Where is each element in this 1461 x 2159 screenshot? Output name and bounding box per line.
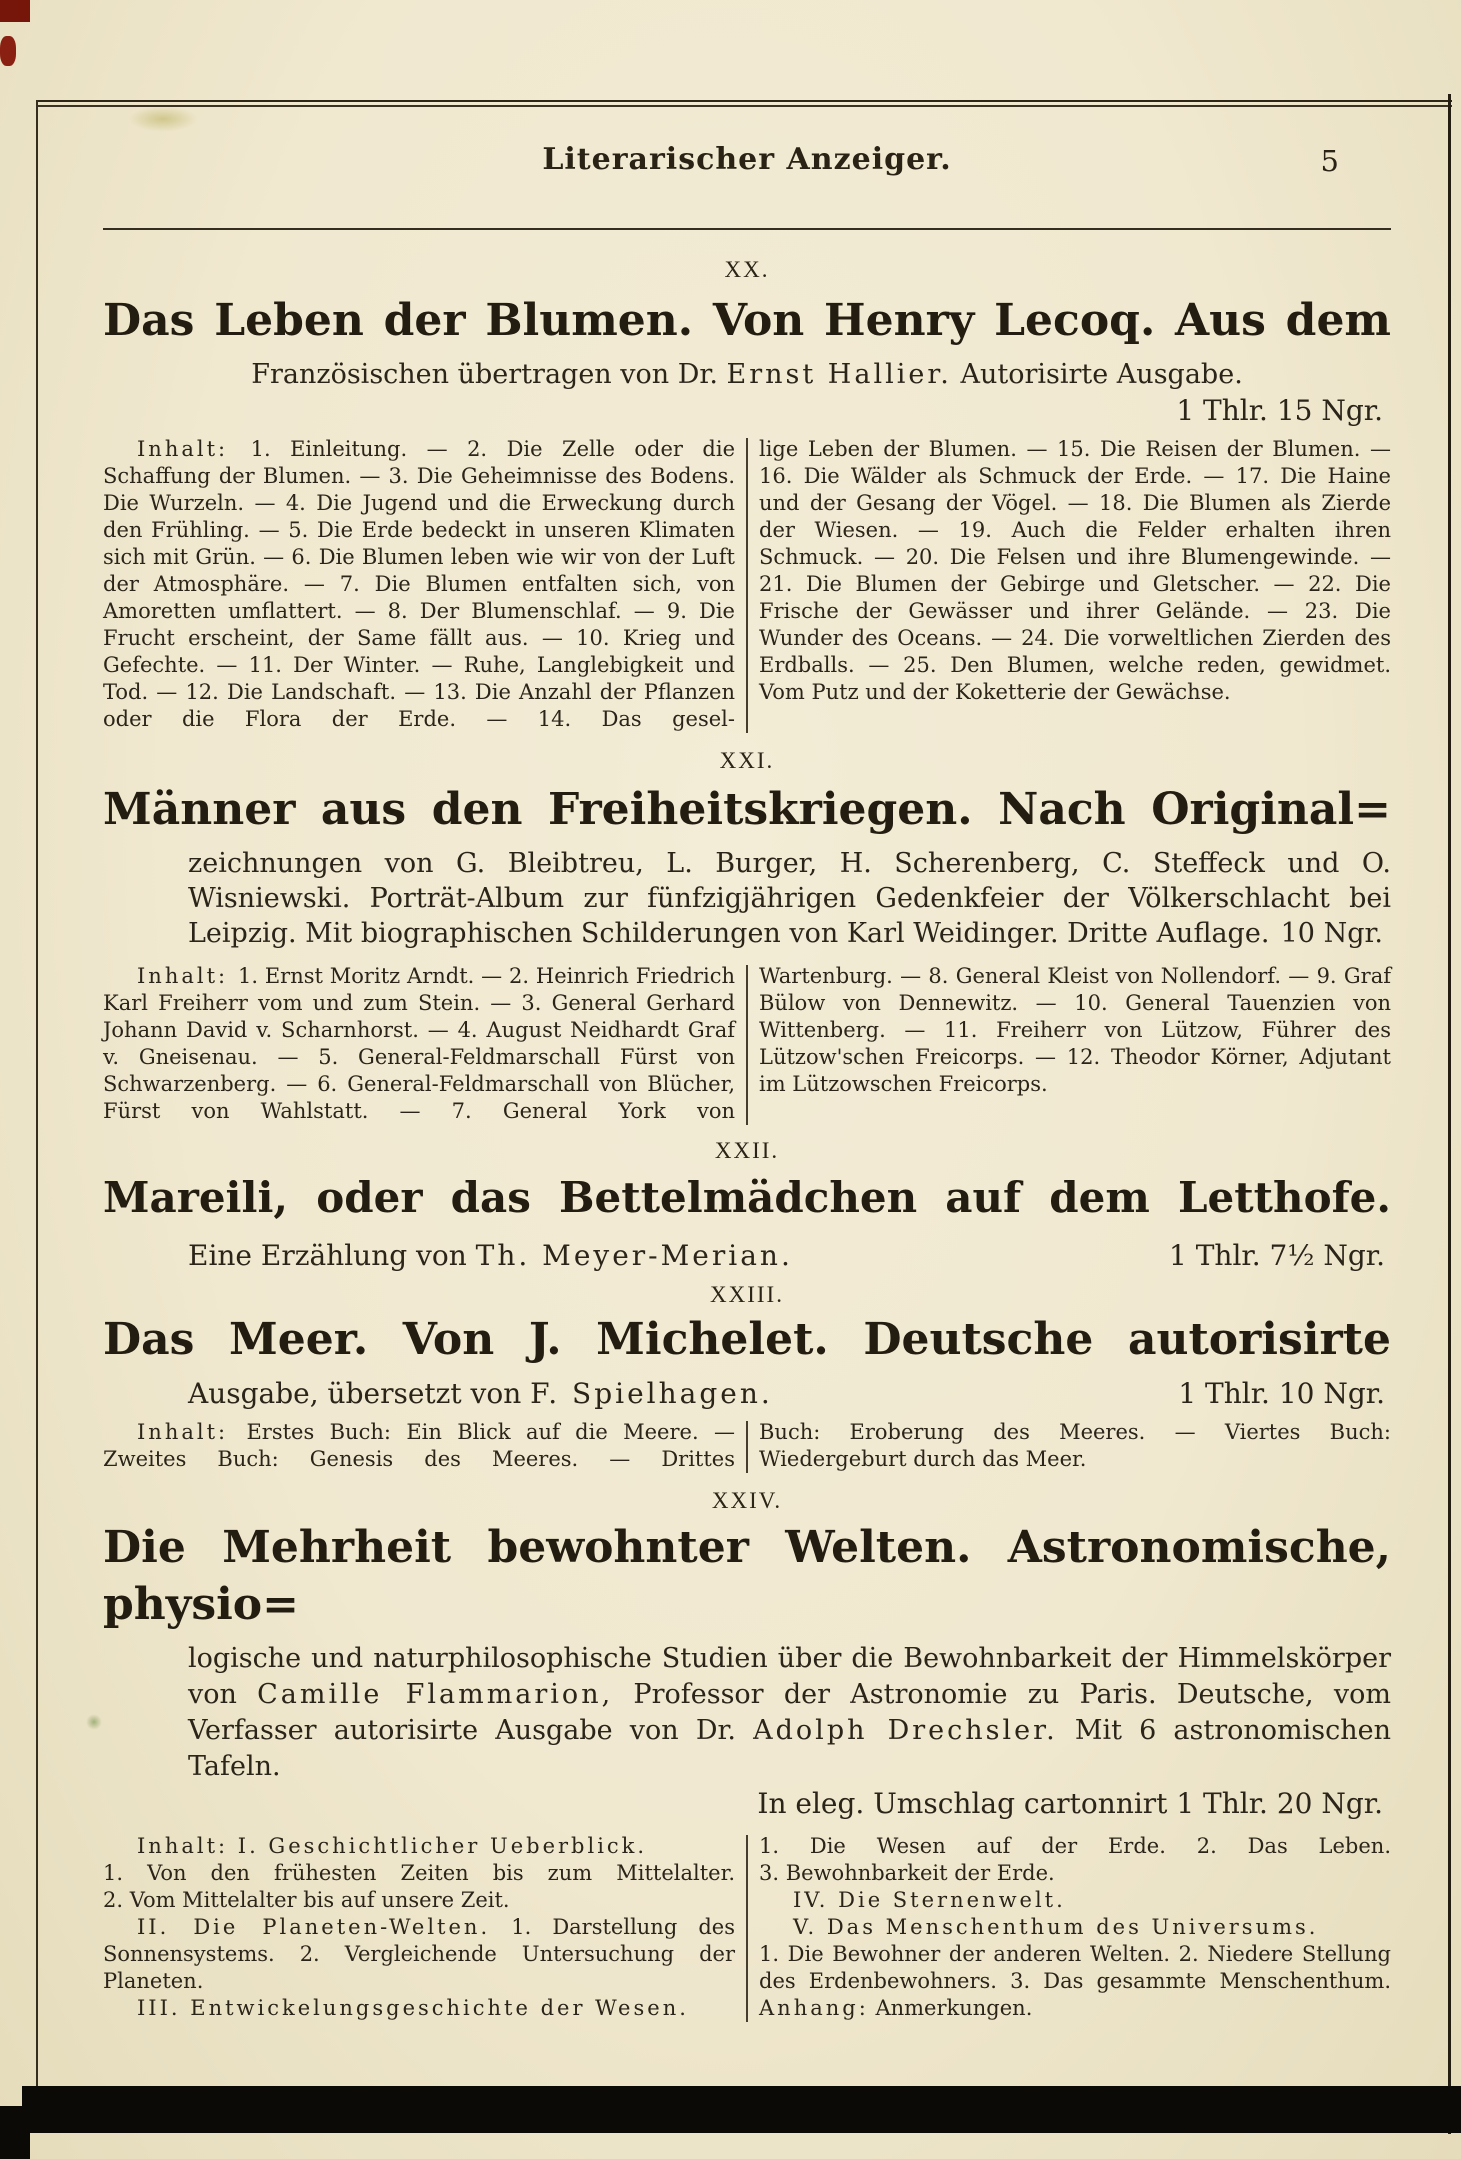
scan-frame-right-line <box>1448 94 1451 2134</box>
header-rule <box>103 228 1391 230</box>
section-xxii-byline: Eine Erzählung von Th. Meyer-Merian. <box>188 1239 793 1272</box>
section-xx-columns <box>103 436 1391 733</box>
section-xxii-price: 1 Thlr. 7½ Ngr. <box>1169 1239 1385 1272</box>
paper-stain <box>86 1714 102 1730</box>
scan-bottom-black-bar <box>22 2086 1461 2133</box>
section-xxiii-title: Das Meer. Von J. Michelet. Deutsche autorisirte <box>103 1314 1391 1365</box>
section-xxiv <box>103 1487 1391 2022</box>
column-divider <box>746 1835 748 2022</box>
scan-frame-top-line <box>36 100 1452 102</box>
section-xx-price: 1 Thlr. 15 Ngr. <box>1176 394 1383 427</box>
section-xxiv-price: In eleg. Umschlag cartonnirt 1 Thlr. 20 Ngr. <box>757 1787 1383 1820</box>
section-xx-column-left: Inhalt: 1. Einleitung. — 2. Die Zelle oder die Schaffung der Blumen. — 3. Die Geheimnisse des Bodens. Die Wurzeln. — 4. Die Jugend und die Erweckung durch den Frühling. — 5. Die Erde bedeckt in unseren Klimaten sich mit Grün. — 6. Die Blumen leben wie wir von der Luft der Atmosphäre. — 7. Die Blumen entfalten sich, von Amoretten umflattert. — 8. Der Blumenschlaf. — 9. Die Frucht erscheint, der Same fällt aus. — 10. Krieg und Gefechte. — 11. Der Winter. — Ruhe, Langlebigkeit und Tod. — 12. Die Landschaft. — 13. Die Anzahl der Pflanzen oder die Flora der Erde. — 14. Das gesel- <box>103 437 735 731</box>
section-xxiv-columns <box>103 1833 1391 2022</box>
page-content <box>103 130 1391 2022</box>
section-xx-title: Das Leben der Blumen. Von Henry Lecoq. Aus dem <box>103 295 1391 346</box>
section-xxiv-subtitle: logische und naturphilosophische Studien über die Bewohnbarkeit der Himmelskörper von Camille Flammarion, Professor der Astronomie zu Paris. Deutsche, vom Verfasser autorisirte Ausgabe von Dr. Adolph Drechsler. Mit 6 astronomischen Tafeln. <box>188 1643 1391 1782</box>
section-xxiv-column-left: Inhalt: I. Geschichtlicher Ueberblick. 1. Von den frühesten Zeiten bis zum Mittelalter. 2. Vom Mittelalter bis auf unsere Zeit. II. Die Planeten-Welten. 1. Darstellung des Sonnensystems. 2. Vergleichende Untersuchung der Planeten. III. Entwickelungsgeschichte der Wesen. <box>103 1834 735 2020</box>
section-xxi-column-left: Inhalt: 1. Ernst Moritz Arndt. — 2. Heinrich Friedrich Karl Freiherr vom und zum Stein. — 3. General Gerhard Johann David v. Scharnhorst. — 4. August Neidhardt Graf v. Gneisenau. — 5. General-Feldmarschall Fürst von Schwarzenberg. — 6. General-Feldmarschall von Blücher, Fürst von Wahlstatt. — 7. General York von <box>103 964 736 1123</box>
scan-frame-top-line <box>36 105 1452 107</box>
section-xxiii-price: 1 Thlr. 10 Ngr. <box>1178 1377 1385 1410</box>
section-xxi-subtitle-text: zeichnungen von G. Bleibtreu, L. Burger, H. Scherenberg, C. Steffeck und O. Wisniewski. Porträt-Album zur fünfzigjährigen Gedenkfeier der Völkerschlacht bei Leipzig. Mit biographischen Schilderungen von Karl Weidinger. Dritte Auflage. <box>188 848 1391 949</box>
section-xxiii-byline: Ausgabe, übersetzt von F. Spielhagen. <box>188 1377 773 1410</box>
section-xxi <box>103 747 1391 1125</box>
column-divider <box>746 965 748 1125</box>
section-xxiii-numeral: XXIII. <box>710 1282 784 1307</box>
column-divider <box>746 438 748 733</box>
section-xxiv-column-right: 1. Die Wesen auf der Erde. 2. Das Leben. 3. Bewohnbarkeit der Erde. IV. Die Sternenwelt. V. Das Menschenthum des Universums. 1. Die Bewohner der anderen Welten. 2. Niedere Stellung des Erdenbewohners. 3. Das gesammte Menschenthum. Anhang: Anmerkungen. <box>759 1834 1391 2020</box>
section-xxiii-byline-row <box>103 1376 1391 1411</box>
section-xxiii-column-left: Inhalt: Erstes Buch: Ein Blick auf die Meere. — Zweites Buch: Genesis des Meeres. — Drittes <box>103 1420 735 1471</box>
section-xx-column-right: lige Leben der Blumen. — 15. Die Reisen der Blumen. — 16. Die Wälder als Schmuck der Erde. — 17. Die Haine und der Gesang der Vögel. — 18. Die Blumen als Zierde der Wiesen. — 19. Auch die Felder erhalten ihren Schmuck. — 20. Die Felsen und ihre Blumengewinde. — 21. Die Blumen der Gebirge und Gletscher. — 22. Die Frische der Gewässer und ihrer Gelände. — 23. Die Wunder des Oceans. — 24. Die vorweltlichen Zierden des Erdballs. — 25. Den Blumen, welche reden, gewidmet. Vom Putz und der Koketterie der Gewächse. <box>759 437 1391 704</box>
scan-frame-left-line <box>36 100 38 2088</box>
section-xxi-title: Männer aus den Freiheitskriegen. Nach Original= <box>103 784 1391 835</box>
section-xxiii-column-right: Buch: Eroberung des Meeres. — Viertes Buch: Wiedergeburt durch das Meer. <box>759 1420 1391 1471</box>
section-xxi-columns <box>103 963 1391 1125</box>
paper-stain <box>128 106 198 132</box>
section-xxi-price: 10 Ngr. <box>1280 918 1383 949</box>
scan-corner-mark <box>0 2106 30 2159</box>
page-header <box>103 130 1391 188</box>
section-xx-subtitle: Französischen übertragen von Dr. Ernst Hallier. Autorisirte Ausgabe. <box>251 359 1243 390</box>
section-xxi-column-right: Wartenburg. — 8. General Kleist von Nollendorf. — 9. Graf Bülow von Dennewitz. — 10. General Tauenzien von Wittenberg. — 11. Freiherr von Lützow, Führer des Lützow'schen Freicorps. — 12. Theodor Körner, Adjutant im Lützowschen Freicorps. <box>759 964 1391 1096</box>
section-xxiv-title: Die Mehrheit bewohnter Welten. Astronomische, physio= <box>103 1522 1391 1630</box>
section-xxii <box>103 1137 1391 1273</box>
section-xxii-numeral: XXII. <box>714 1138 780 1163</box>
section-xxiv-numeral: XXIV. <box>711 1488 783 1513</box>
page-number: 5 <box>1320 144 1339 178</box>
column-divider <box>746 1421 748 1473</box>
section-xxi-subtitle <box>103 846 1391 951</box>
section-xxii-byline-row <box>103 1238 1391 1273</box>
section-xx-numeral: XX. <box>724 257 770 282</box>
scan-corner-red-mark <box>0 36 16 66</box>
section-xx <box>103 256 1391 733</box>
section-xxi-numeral: XXI. <box>719 748 775 773</box>
scan-corner-red-mark <box>0 0 30 22</box>
page-title: Literarischer Anzeiger. <box>542 142 952 177</box>
section-xxii-title: Mareili, oder das Bettelmädchen auf dem Letthofe. <box>103 1173 1391 1222</box>
section-xxiii-columns <box>103 1419 1391 1473</box>
section-xxiii <box>103 1281 1391 1473</box>
